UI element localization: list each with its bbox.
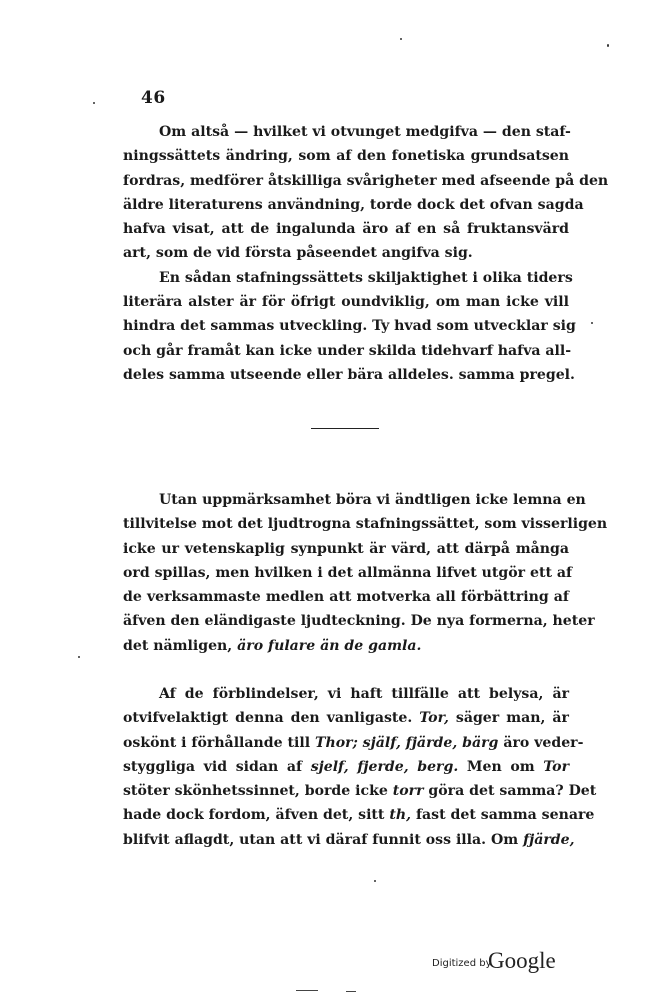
- text-line: [123, 731, 584, 755]
- italic-run: Thor; själf, fjärde, bärg: [315, 734, 499, 751]
- text-line: tillvitelse mot det ljudtrogna stafningssättet, som visserligen: [123, 516, 608, 533]
- text-line: literära alster är för öfrigt oundviklig, om man icke vill: [123, 294, 569, 311]
- scan-mark: [346, 991, 356, 992]
- page-number: 46: [141, 88, 166, 108]
- text-line: ningssättets ändring, som af den fonetiska grundsatsen: [123, 148, 569, 165]
- text-run: hade dock fordom, äfven det, sitt: [123, 807, 385, 824]
- text-line: [123, 828, 575, 852]
- text-line: Utan uppmärksamhet böra vi ändtligen icke lemna en: [159, 492, 586, 508]
- text-line: art, som de vid första påseendet angifva sig.: [123, 245, 473, 262]
- italic-run: Tor: [543, 758, 569, 775]
- text-line: icke ur vetenskaplig synpunkt är värd, att därpå många: [123, 540, 569, 557]
- text-line: Om altså — hvilket vi otvunget medgifva — den staf-: [159, 124, 571, 140]
- text-run: blifvit aflagdt, utan att vi däraf funnit oss illa. Om: [123, 831, 519, 848]
- scan-speck: [400, 38, 402, 40]
- text-line: ord spillas, men hvilken i det allmänna lifvet utgör ett af: [123, 564, 573, 581]
- text-run: otvifvelaktigt denna den vanligaste.: [123, 710, 413, 727]
- text-line: fordras, medförer åtskilliga svårigheter med afseende på den: [123, 172, 609, 189]
- text-run: fast det samma senare: [415, 807, 595, 824]
- scan-mark: [296, 990, 318, 991]
- italic-run: Tor,: [419, 710, 449, 727]
- paragraph-group-1: [123, 120, 609, 387]
- text-line: och går framåt kan icke under skilda tidehvarf hafva all-: [123, 342, 572, 359]
- text-line: [123, 803, 595, 827]
- text-run: stöter skönhetssinnet, borde icke: [123, 783, 388, 800]
- text-line: de verksammaste medlen att motverka all förbättring af: [123, 589, 569, 606]
- scan-speck: [78, 656, 80, 658]
- digitized-by-label: Digitized by: [432, 958, 492, 969]
- text-line: Af de förblindelser, vi haft tillfälle att belysa, är: [159, 686, 569, 702]
- text-line: deles samma utseende eller bära alldeles. samma pregel.: [123, 366, 575, 383]
- text-line: hindra det sammas utveckling. Ty hvad som utvecklar sig: [123, 318, 576, 335]
- text-line: [123, 634, 569, 658]
- scan-speck: [93, 102, 95, 104]
- italic-run: sjelf, fjerde, berg.: [310, 758, 459, 775]
- paragraph-group-3: [123, 682, 597, 852]
- scan-speck: [591, 322, 593, 324]
- text-run: det nämligen,: [123, 637, 233, 654]
- text-line: äldre literaturens användning, torde dock det ofvan sagda: [123, 196, 584, 213]
- text-line: [123, 779, 597, 803]
- scan-speck: [607, 44, 609, 47]
- section-divider: [311, 428, 379, 429]
- text-line: En sådan stafningssättets skiljaktighet i olika tiders: [159, 269, 573, 286]
- text-run: säger man, är: [455, 710, 569, 727]
- text-run: styggliga vid sidan af: [123, 758, 303, 775]
- italic-run: fjärde,: [523, 831, 575, 848]
- text-line: [123, 706, 569, 730]
- text-line: hafva visat, att de ingalunda äro af en så fruktansvärd: [123, 221, 569, 238]
- paragraph-group-2: [123, 488, 608, 658]
- text-line: [123, 755, 569, 779]
- google-logo: Google: [488, 948, 556, 973]
- text-run: äro veder-: [503, 734, 584, 751]
- text-line: äfven den eländigaste ljudteckning. De nya formerna, heter: [123, 613, 595, 630]
- italic-run: torr: [392, 783, 424, 800]
- text-run: Men om: [466, 758, 535, 775]
- scan-speck: [374, 880, 376, 882]
- italic-run: th,: [389, 807, 412, 824]
- text-run: göra det samma? Det: [428, 783, 597, 800]
- italic-run: äro fulare än de gamla.: [237, 637, 422, 654]
- text-run: oskönt i förhållande till: [123, 734, 311, 751]
